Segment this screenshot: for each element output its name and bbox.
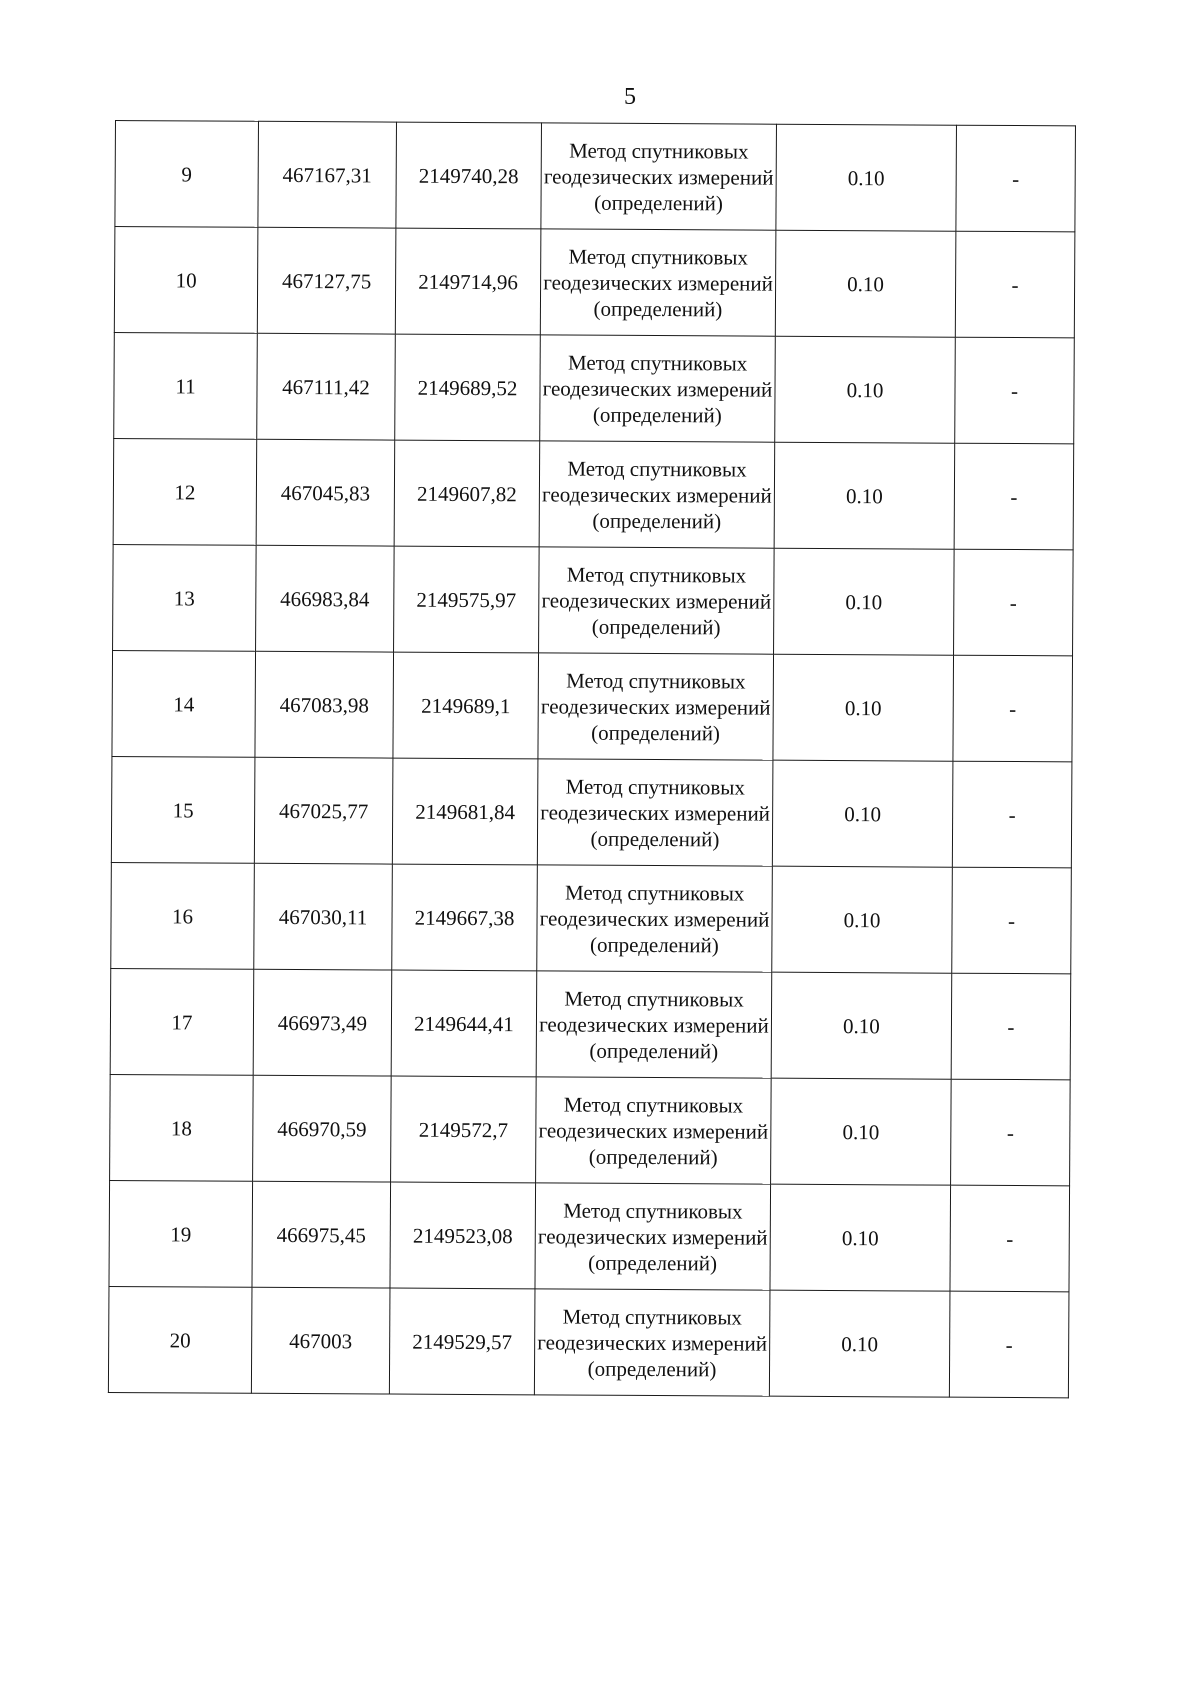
note-cell: -	[955, 231, 1075, 338]
coordinate-y-cell: 2149575,97	[394, 546, 540, 653]
coordinate-y-cell: 2149689,52	[395, 334, 541, 441]
note-cell: -	[952, 761, 1072, 868]
coordinate-y-cell: 2149714,96	[395, 228, 541, 335]
note-cell: -	[950, 1185, 1070, 1292]
coordinate-x-cell: 466983,84	[256, 545, 395, 652]
method-cell: Метод спутниковых геодезических измерений (определений)	[537, 759, 773, 866]
coordinate-x-cell: 467045,83	[256, 439, 395, 546]
method-cell: Метод спутниковых геодезических измерений (определений)	[539, 441, 775, 548]
table-row	[114, 332, 1075, 443]
accuracy-cell: 0.10	[772, 760, 953, 867]
note-cell: -	[951, 1079, 1071, 1186]
point-number-cell: 10	[114, 227, 258, 334]
note-cell: -	[956, 125, 1076, 232]
note-cell: -	[952, 867, 1072, 974]
accuracy-cell: 0.10	[771, 972, 952, 1079]
method-cell: Метод спутниковых геодезических измерений (определений)	[534, 1289, 770, 1396]
method-cell: Метод спутниковых геодезических измерений (определений)	[539, 547, 775, 654]
accuracy-cell: 0.10	[771, 1078, 952, 1185]
table-row	[115, 121, 1076, 232]
coordinate-y-cell: 2149689,1	[393, 652, 539, 759]
accuracy-cell: 0.10	[772, 866, 953, 973]
coordinate-y-cell: 2149572,7	[391, 1076, 537, 1183]
method-cell: Метод спутниковых геодезических измерений (определений)	[536, 1077, 772, 1184]
accuracy-cell: 0.10	[773, 654, 954, 761]
point-number-cell: 9	[115, 121, 259, 228]
coordinate-x-cell: 467003	[251, 1287, 390, 1394]
note-cell: -	[953, 655, 1073, 762]
method-cell: Метод спутниковых геодезических измерений (определений)	[540, 335, 776, 442]
table-row	[114, 227, 1075, 338]
method-cell: Метод спутниковых геодезических измерений (определений)	[536, 971, 772, 1078]
coordinate-y-cell: 2149529,57	[389, 1288, 535, 1395]
coordinate-x-cell: 466975,45	[252, 1181, 391, 1288]
method-cell: Метод спутниковых геодезических измерений (определений)	[537, 865, 773, 972]
note-cell: -	[955, 337, 1075, 444]
note-cell: -	[949, 1291, 1069, 1398]
accuracy-cell: 0.10	[775, 230, 956, 337]
coordinate-x-cell: 466973,49	[253, 969, 392, 1076]
coordinate-y-cell: 2149667,38	[392, 864, 538, 971]
point-number-cell: 12	[113, 438, 257, 545]
point-number-cell: 15	[111, 756, 255, 863]
point-number-cell: 18	[110, 1074, 254, 1181]
method-cell: Метод спутниковых геодезических измерений (определений)	[535, 1183, 771, 1290]
note-cell: -	[951, 973, 1071, 1080]
coordinate-y-cell: 2149644,41	[391, 970, 537, 1077]
note-cell: -	[954, 443, 1074, 550]
coordinates-table	[108, 120, 1076, 1398]
accuracy-cell: 0.10	[770, 1184, 951, 1291]
table-row	[110, 968, 1071, 1079]
table-row	[111, 756, 1072, 867]
method-cell: Метод спутниковых геодезических измерений (определений)	[538, 653, 774, 760]
coordinate-y-cell: 2149607,82	[394, 440, 540, 547]
point-number-cell: 11	[114, 332, 258, 439]
page-number: 5	[624, 84, 636, 110]
point-number-cell: 20	[108, 1286, 252, 1393]
table-row	[111, 862, 1072, 973]
accuracy-cell: 0.10	[775, 336, 956, 443]
note-cell: -	[954, 549, 1074, 656]
accuracy-cell: 0.10	[774, 442, 955, 549]
table-row	[112, 650, 1073, 761]
point-number-cell: 13	[113, 544, 257, 651]
coordinate-x-cell: 467127,75	[257, 227, 396, 334]
coordinate-y-cell: 2149523,08	[390, 1182, 536, 1289]
coordinate-y-cell: 2149740,28	[396, 122, 542, 229]
accuracy-cell: 0.10	[769, 1290, 950, 1397]
point-number-cell: 14	[112, 650, 256, 757]
coordinates-sheet	[108, 120, 1075, 1398]
coordinate-x-cell: 467167,31	[258, 121, 397, 228]
accuracy-cell: 0.10	[776, 124, 957, 231]
method-cell: Метод спутниковых геодезических измерений (определений)	[540, 229, 776, 336]
coordinate-x-cell: 467111,42	[257, 333, 396, 440]
accuracy-cell: 0.10	[774, 548, 955, 655]
point-number-cell: 19	[109, 1180, 253, 1287]
table-row	[113, 438, 1074, 549]
point-number-cell: 16	[111, 862, 255, 969]
table-row	[108, 1286, 1069, 1397]
table-row	[110, 1074, 1071, 1185]
coordinate-x-cell: 467025,77	[254, 757, 393, 864]
table-row	[113, 544, 1074, 655]
method-cell: Метод спутниковых геодезических измерений (определений)	[541, 123, 777, 230]
coordinate-x-cell: 467083,98	[255, 651, 394, 758]
table-row	[109, 1180, 1070, 1291]
point-number-cell: 17	[110, 968, 254, 1075]
coordinate-x-cell: 466970,59	[253, 1075, 392, 1182]
coordinate-y-cell: 2149681,84	[392, 758, 538, 865]
coordinate-x-cell: 467030,11	[254, 863, 393, 970]
